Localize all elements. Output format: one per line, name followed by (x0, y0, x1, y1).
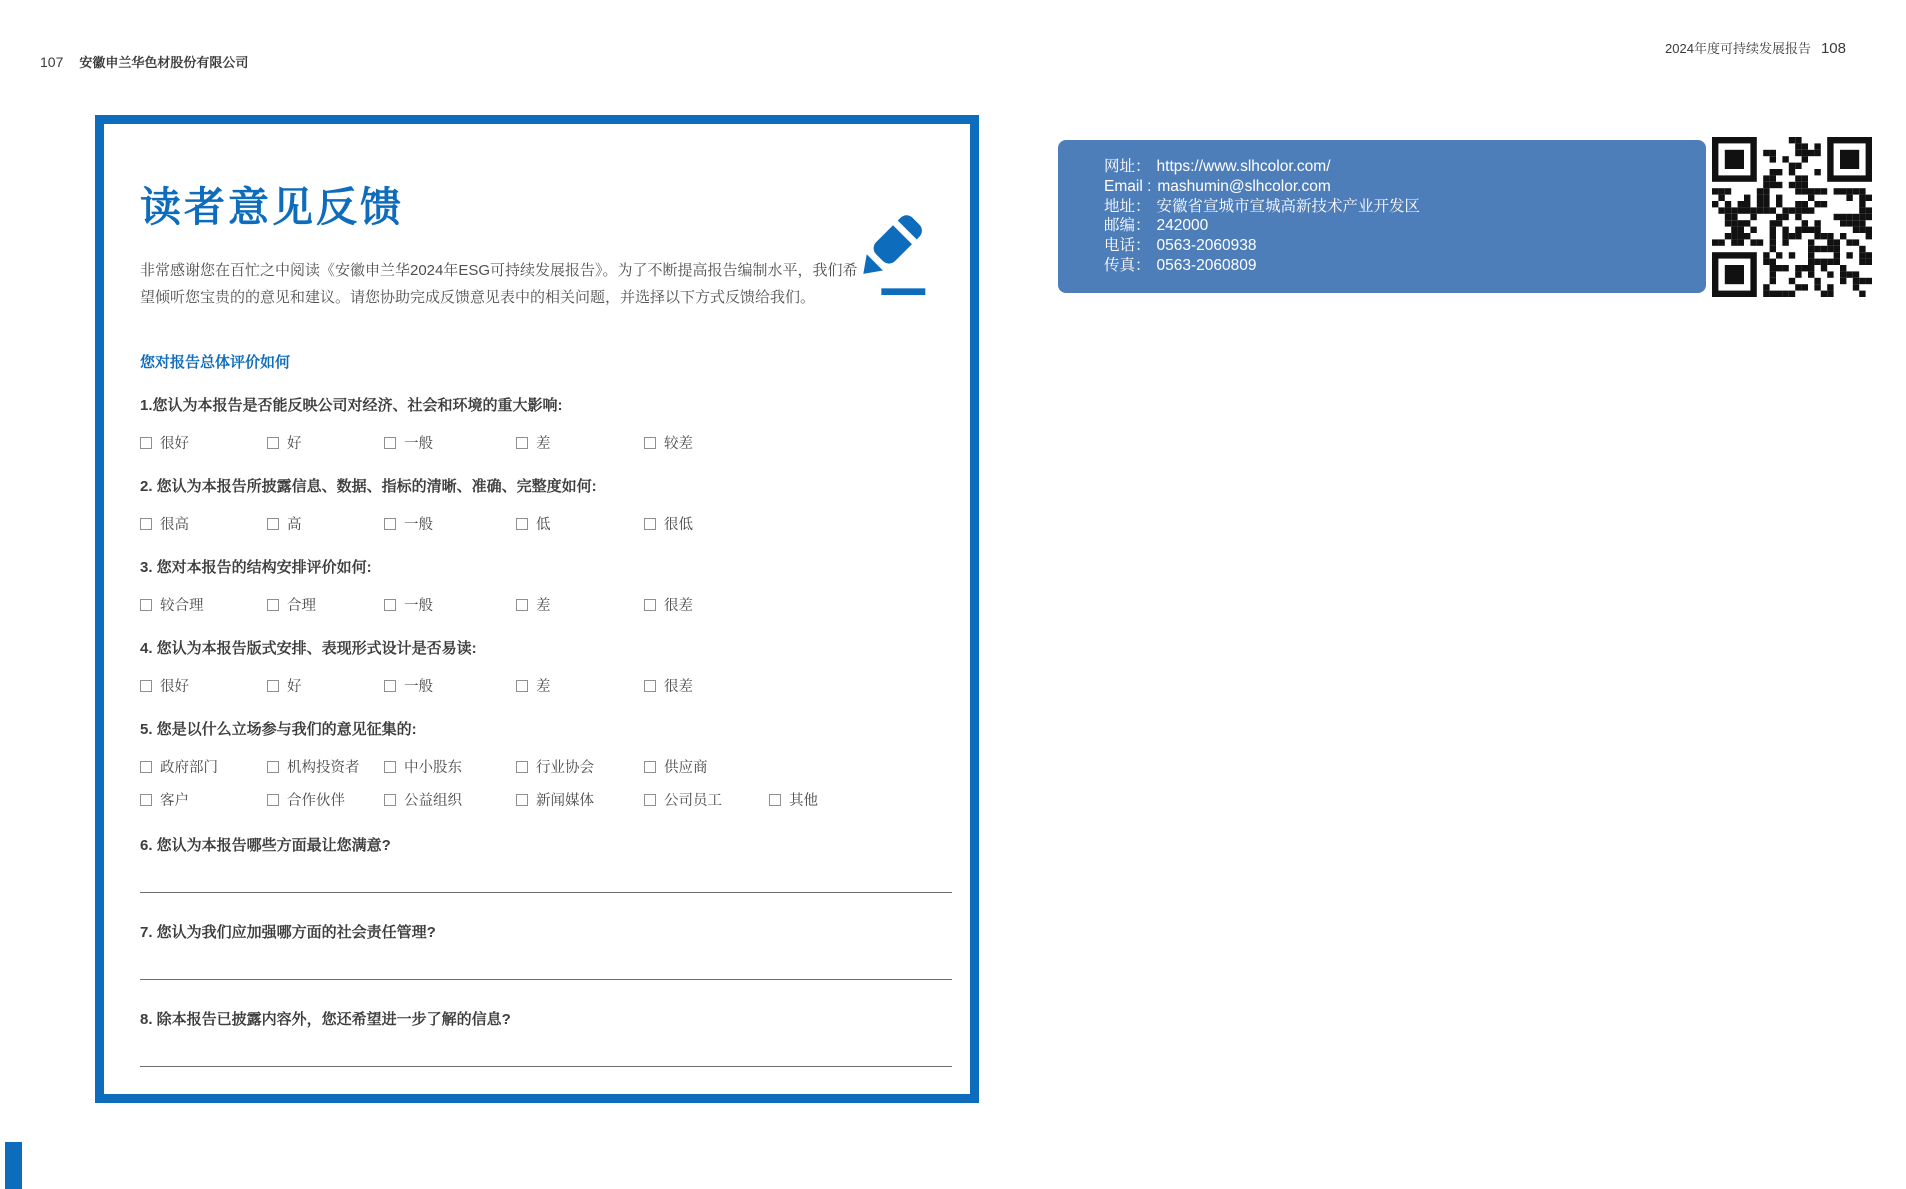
question-block (140, 836, 930, 893)
option-label: 合理 (287, 598, 316, 615)
question-block (140, 558, 930, 615)
contact-value: https://www.slhcolor.com/ (1156, 158, 1331, 175)
qr-code (1712, 137, 1872, 297)
checkbox-option[interactable] (384, 432, 516, 453)
checkbox-icon[interactable] (267, 518, 279, 530)
option-label: 一般 (404, 436, 433, 453)
checkbox-icon[interactable] (140, 599, 152, 611)
contact-box (1058, 140, 1706, 293)
contact-line (1104, 256, 1686, 276)
option-label: 合作伙伴 (287, 793, 345, 810)
checkbox-icon[interactable] (140, 437, 152, 449)
checkbox-icon[interactable] (644, 437, 656, 449)
checkbox-icon[interactable] (140, 518, 152, 530)
option-label: 很好 (160, 436, 189, 453)
checkbox-icon[interactable] (267, 680, 279, 692)
checkbox-icon[interactable] (516, 437, 528, 449)
question-label: 3. 您对本报告的结构安排评价如何: (140, 559, 372, 577)
checkbox-icon[interactable] (267, 437, 279, 449)
question-block (140, 639, 930, 696)
checkbox-icon[interactable] (384, 599, 396, 611)
options-row (140, 756, 930, 777)
feedback-form (95, 115, 979, 1103)
contact-line (1104, 216, 1686, 236)
answer-line[interactable] (140, 1066, 952, 1067)
question-label: 6. 您认为本报告哪些方面最让您满意? (140, 837, 391, 855)
option-label: 差 (536, 436, 551, 453)
checkbox-icon[interactable] (644, 794, 656, 806)
option-label: 好 (287, 679, 302, 696)
contact-line (1104, 157, 1686, 177)
checkbox-option[interactable] (644, 432, 769, 453)
checkbox-option[interactable] (516, 594, 644, 615)
option-label: 一般 (404, 679, 433, 696)
option-label: 行业协会 (536, 760, 594, 777)
checkbox-option[interactable] (140, 594, 267, 615)
contact-value: 安徽省宣城市宣城高新技术产业开发区 (1156, 197, 1421, 215)
question-block (140, 923, 930, 980)
option-label: 新闻媒体 (536, 793, 594, 810)
checkbox-option[interactable] (140, 675, 267, 696)
option-label: 较差 (664, 436, 693, 453)
checkbox-icon[interactable] (644, 518, 656, 530)
option-label: 低 (536, 517, 551, 534)
checkbox-icon[interactable] (267, 794, 279, 806)
options-row (140, 513, 930, 534)
form-intro-line: 望倾听您宝贵的的意见和建议。请您协助完成反馈意见表中的相关问题，并选择以下方式反馈给我们。 (140, 289, 816, 307)
form-title: 读者意见反馈 (140, 184, 404, 230)
checkbox-icon[interactable] (140, 794, 152, 806)
checkbox-icon[interactable] (140, 680, 152, 692)
checkbox-option[interactable] (384, 675, 516, 696)
options-row (140, 675, 930, 696)
option-label: 高 (287, 517, 302, 534)
checkbox-option[interactable] (384, 756, 516, 777)
contact-value: 0563-2060938 (1156, 237, 1257, 255)
question-label: 7. 您认为我们应加强哪方面的社会责任管理? (140, 924, 436, 942)
question-label: 2. 您认为本报告所披露信息、数据、指标的清晰、准确、完整度如何: (140, 478, 597, 496)
checkbox-option[interactable] (644, 513, 769, 534)
checkbox-option[interactable] (516, 789, 644, 810)
checkbox-icon[interactable] (384, 761, 396, 773)
option-label: 很好 (160, 679, 189, 696)
option-label: 公司员工 (664, 793, 722, 810)
option-label: 公益组织 (404, 793, 462, 810)
checkbox-icon[interactable] (516, 518, 528, 530)
checkbox-option[interactable] (267, 789, 384, 810)
contact-label: 邮编： (1104, 217, 1151, 235)
checkbox-icon[interactable] (769, 794, 781, 806)
option-label: 中小股东 (404, 760, 462, 777)
contact-line (1104, 177, 1686, 197)
option-label: 好 (287, 436, 302, 453)
checkbox-option[interactable] (516, 513, 644, 534)
contact-label: 传真： (1104, 256, 1151, 274)
option-label: 差 (536, 679, 551, 696)
checkbox-option[interactable] (267, 756, 384, 777)
question-block (140, 720, 930, 810)
contact-value: 0563-2060809 (1156, 256, 1257, 274)
page-header-right (1665, 38, 1846, 57)
feedback-form-inner (104, 184, 970, 1154)
option-label: 供应商 (664, 760, 708, 777)
option-label: 一般 (404, 517, 433, 534)
left-page-number: 107 (40, 54, 64, 70)
page-header-left (40, 52, 248, 71)
checkbox-option[interactable] (644, 756, 769, 777)
question-label: 1.您认为本报告是否能反映公司对经济、社会和环境的重大影响: (140, 397, 563, 415)
checkbox-option[interactable] (384, 789, 516, 810)
option-label: 客户 (160, 793, 189, 810)
checkbox-option[interactable] (769, 789, 879, 810)
answer-line[interactable] (140, 979, 952, 980)
checkbox-option[interactable] (267, 675, 384, 696)
option-label: 很差 (664, 679, 693, 696)
checkbox-option[interactable] (644, 675, 769, 696)
checkbox-option[interactable] (140, 432, 267, 453)
contact-line (1104, 197, 1686, 217)
option-label: 机构投资者 (287, 760, 360, 777)
option-label: 其他 (789, 793, 818, 810)
checkbox-icon[interactable] (516, 794, 528, 806)
checkbox-option[interactable] (644, 594, 769, 615)
checkbox-option[interactable] (644, 789, 769, 810)
checkbox-icon[interactable] (644, 599, 656, 611)
checkbox-icon[interactable] (140, 761, 152, 773)
checkbox-option[interactable] (516, 432, 644, 453)
checkbox-option[interactable] (516, 675, 644, 696)
option-label: 很低 (664, 517, 693, 534)
checkbox-option[interactable] (267, 594, 384, 615)
checkbox-icon[interactable] (267, 599, 279, 611)
checkbox-icon[interactable] (516, 761, 528, 773)
checkbox-option[interactable] (384, 594, 516, 615)
right-page-number: 108 (1820, 40, 1846, 57)
question-block (140, 1010, 930, 1067)
contact-line (1104, 236, 1686, 256)
checkbox-icon[interactable] (384, 794, 396, 806)
checkbox-icon[interactable] (516, 599, 528, 611)
question-label: 5. 您是以什么立场参与我们的意见征集的: (140, 721, 417, 739)
form-intro-line: 非常感谢您在百忙之中阅读《安徽申兰华2024年ESG可持续发展报告》。为了不断提高报告编制水平，我们希 (140, 262, 858, 280)
answer-line[interactable] (140, 892, 952, 893)
question-block (140, 477, 930, 534)
contact-value: 242000 (1156, 217, 1209, 235)
checkbox-option[interactable] (140, 756, 267, 777)
question-block (140, 396, 930, 453)
option-label: 较合理 (160, 598, 204, 615)
checkbox-icon[interactable] (384, 680, 396, 692)
checkbox-option[interactable] (140, 513, 267, 534)
company-name: 安徽申兰华色材股份有限公司 (79, 55, 249, 70)
page-corner-mark (5, 1142, 22, 1189)
contact-label: 电话： (1104, 237, 1151, 255)
option-label: 一般 (404, 598, 433, 615)
form-intro (140, 257, 930, 311)
contact-label: 地址： (1104, 197, 1151, 215)
question-label: 8. 除本报告已披露内容外，您还希望进一步了解的信息? (140, 1011, 511, 1029)
option-label: 差 (536, 598, 551, 615)
option-label: 很差 (664, 598, 693, 615)
checkbox-icon[interactable] (267, 761, 279, 773)
checkbox-icon[interactable] (644, 761, 656, 773)
contact-label: Email : (1104, 177, 1152, 195)
questions (140, 396, 930, 1067)
contact-value: mashumin@slhcolor.com (1157, 177, 1331, 195)
section-heading: 您对报告总体评价如何 (140, 354, 291, 372)
checkbox-icon[interactable] (384, 518, 396, 530)
pencil-icon (846, 210, 932, 306)
checkbox-icon[interactable] (384, 437, 396, 449)
option-label: 很高 (160, 517, 189, 534)
options-row (140, 789, 930, 810)
checkbox-option[interactable] (267, 513, 384, 534)
checkbox-option[interactable] (516, 756, 644, 777)
option-label: 政府部门 (160, 760, 218, 777)
checkbox-option[interactable] (140, 789, 267, 810)
checkbox-icon[interactable] (644, 680, 656, 692)
question-label: 4. 您认为本报告版式安排、表现形式设计是否易读: (140, 640, 477, 658)
options-row (140, 432, 930, 453)
report-title: 2024年度可持续发展报告 (1665, 41, 1811, 56)
checkbox-option[interactable] (267, 432, 384, 453)
checkbox-icon[interactable] (516, 680, 528, 692)
options-row (140, 594, 930, 615)
checkbox-option[interactable] (384, 513, 516, 534)
contact-label: 网址： (1104, 158, 1151, 175)
